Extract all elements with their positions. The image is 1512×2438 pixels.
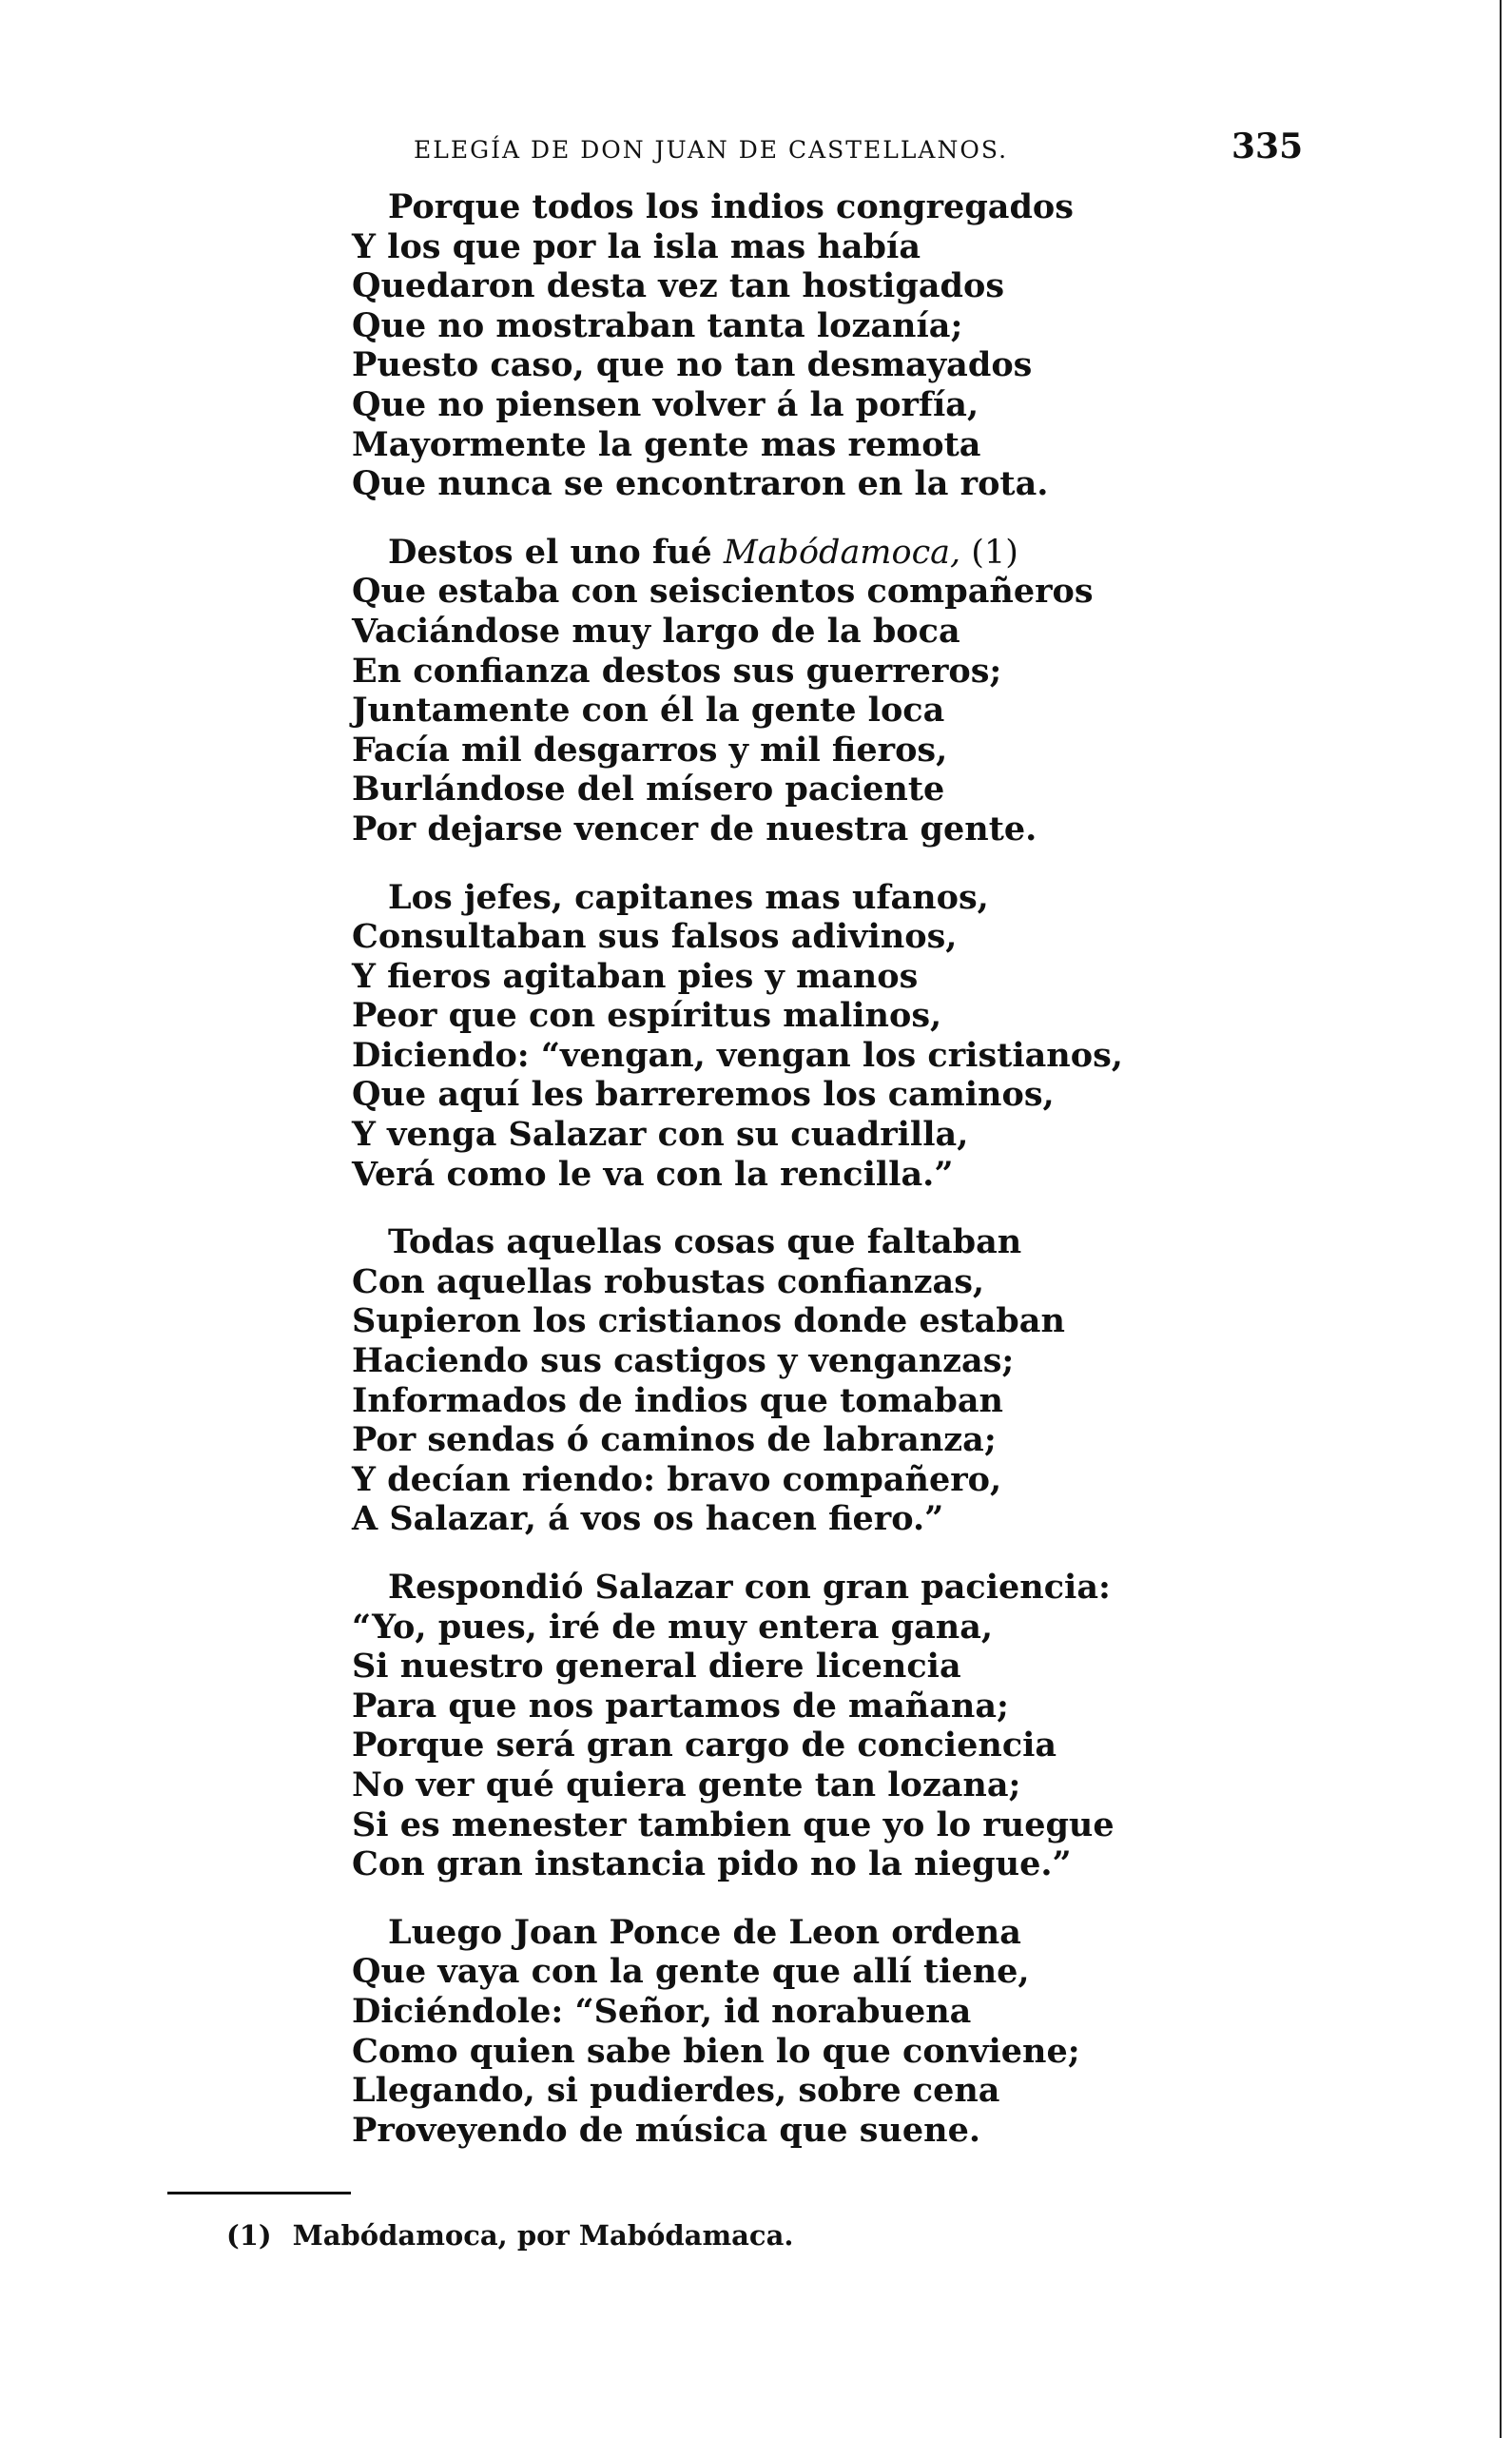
stanza-3 [352,878,1303,1195]
verse-line: Quedaron desta vez tan hostigados [352,266,1005,306]
verse-line: No ver qué quiera gente tan lozana; [352,1765,1021,1804]
verse-line: Llegando, si pudierdes, sobre cena [352,2071,1000,2111]
verse-line: Como quien sabe bien lo que conviene; [352,2031,1080,2071]
stanza-5 [352,1568,1303,1884]
stanza-4 [352,1222,1303,1539]
verse-line: Burlándose del mísero paciente [352,770,945,809]
verse-line: Luego Joan Ponce de Leon ordena [388,1912,1021,1952]
verse-line: Consultaban sus falsos adivinos, [352,917,958,957]
verse-line: Todas aquellas cosas que faltaban [388,1222,1022,1262]
verse-line: A Salazar, á vos os hacen fiero.” [352,1499,944,1539]
verse-line: Si nuestro general diere licencia [352,1647,961,1687]
verse-line: Para que nos partamos de mañana; [352,1686,1009,1726]
verse-line: Peor que con espíritus malinos, [352,996,942,1036]
verse-line: En confianza destos sus guerreros; [352,651,1002,691]
footnote-reference: (1) [960,533,1018,572]
verse-text: Destos el uno fué [388,532,724,572]
verse-line: Diciéndole: “Señor, id norabuena [352,1991,972,2031]
verse-line-with-footnote-ref [352,533,1303,573]
verse-line: Con gran instancia pido no la niegue.” [352,1844,1072,1884]
running-header-title: ELEGÍA DE DON JUAN DE CASTELLANOS. [414,136,1009,164]
verse-line: Que no mostraban tanta lozanía; [352,305,963,345]
verse-line: Diciendo: “vengan, vengan los cristianos, [352,1035,1123,1075]
footnote [226,2219,793,2252]
verse-line: Haciendo sus castigos y venganzas; [352,1341,1015,1381]
italic-name: Mabódamoca, [723,533,961,572]
footnote-marker: (1) [226,2219,272,2252]
verse-line: Que nunca se encontraron en la rota. [352,464,1049,504]
verse-line: “Yo, pues, iré de muy entera gana, [352,1607,994,1647]
verse-line: Y fieros agitaban pies y manos [352,956,919,996]
verse-line: Y decían riendo: bravo compañero, [352,1459,1002,1499]
verse-line: Que estaba con seiscientos compañeros [352,572,1094,612]
verse-line: Verá como le va con la rencilla.” [352,1154,954,1194]
stanza-1 [352,187,1303,504]
verse-line: Vaciándose muy largo de la boca [352,611,960,651]
verse-line: Que vaya con la gente que allí tiene, [352,1952,1030,1992]
verse-line: Porque será gran cargo de conciencia [352,1726,1057,1765]
footnote-text: Mabódamoca, por Mabódamaca. [292,2219,794,2252]
verse-line: Informados de indios que tomaban [352,1380,1003,1420]
verse-line: Puesto caso, que no tan desmayados [352,345,1033,385]
verse-line: Porque todos los indios congregados [388,187,1074,226]
verse-line: Juntamente con él la gente loca [352,691,945,731]
verse-line: Y los que por la isla mas había [352,226,921,266]
verse-line: Con aquellas robustas confianzas, [352,1261,985,1301]
footnote-divider [167,2192,351,2194]
verse-line: Mayormente la gente mas remota [352,424,981,464]
poem-body [352,187,1303,2178]
verse-line: Los jefes, capitanes mas ufanos, [388,877,989,917]
verse-line: Que aquí les barreremos los caminos, [352,1075,1055,1115]
page-number: 335 [1231,127,1304,166]
verse-line: Respondió Salazar con gran paciencia: [388,1568,1111,1607]
stanza-2 [352,533,1303,849]
verse-line: Que no piensen volver á la porfía, [352,384,979,424]
verse-line: Supieron los cristianos donde estaban [352,1301,1065,1341]
verse-line: Por sendas ó caminos de labranza; [352,1420,997,1460]
page-edge-line [1500,0,1502,2438]
stanza-6 [352,1913,1303,2151]
verse-line: Facía mil desgarros y mil fieros, [352,730,948,770]
verse-line: Por dejarse vencer de nuestra gente. [352,809,1037,848]
verse-line: Proveyendo de música que suene. [352,2110,981,2150]
verse-line: Si es menester tambien que yo lo ruegue [352,1804,1115,1844]
verse-line: Y venga Salazar con su cuadrilla, [352,1115,969,1155]
